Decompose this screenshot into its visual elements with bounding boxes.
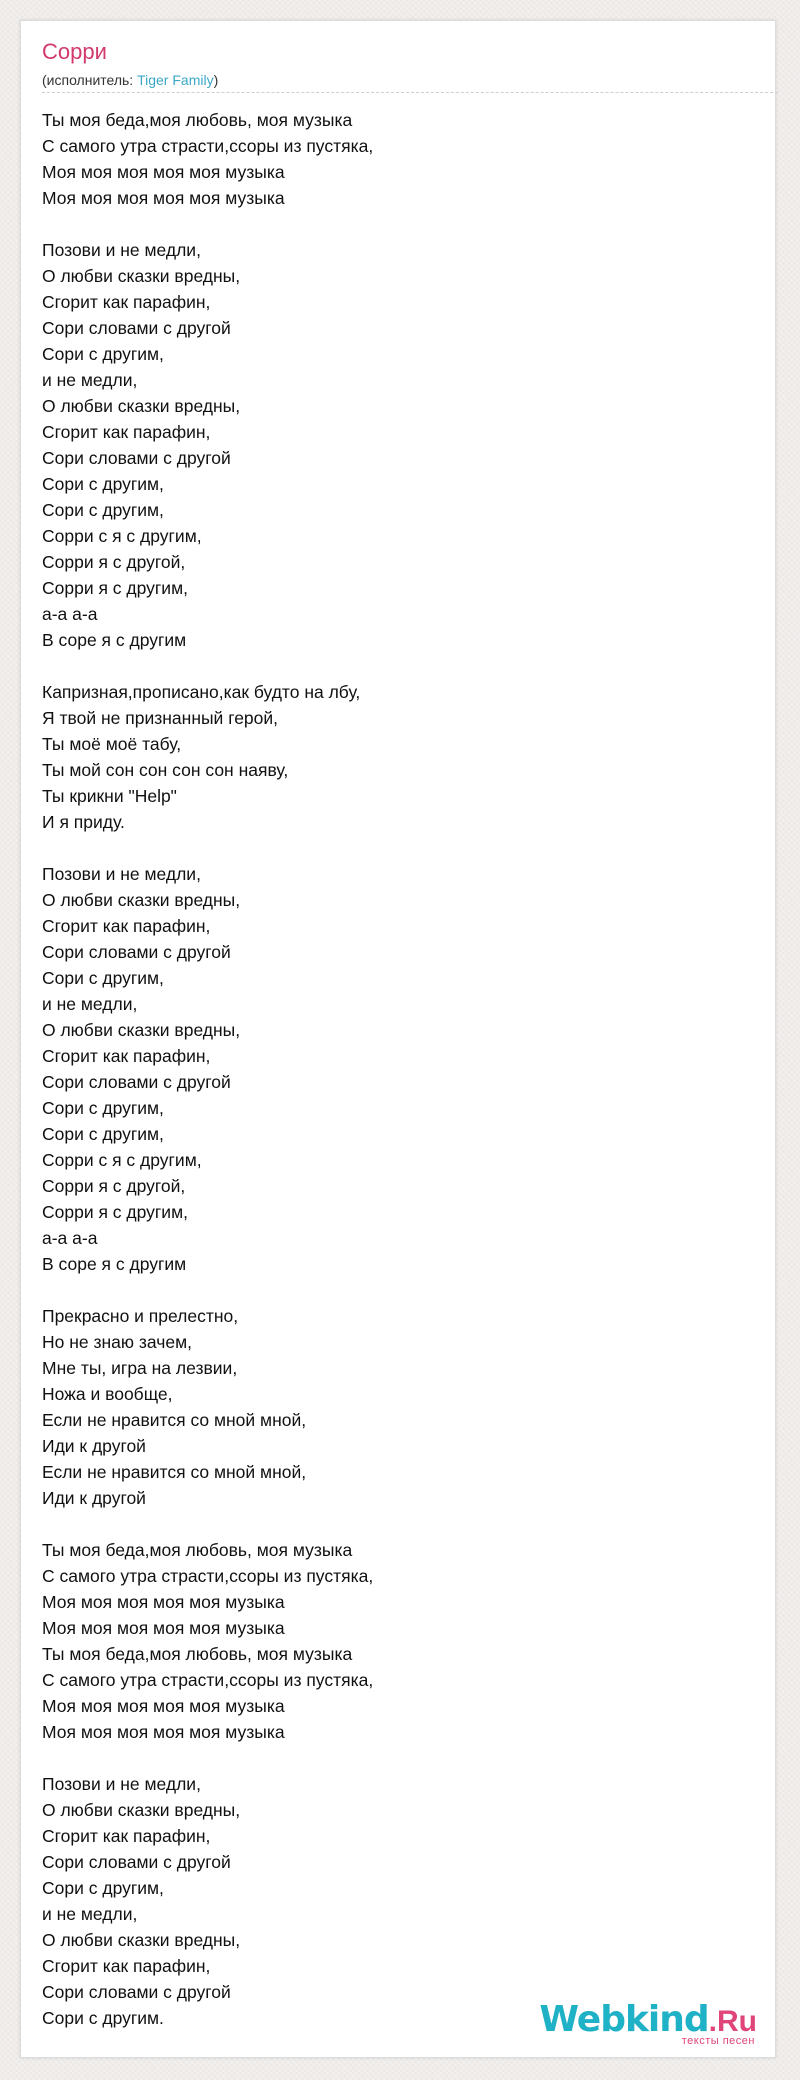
logo-tld: .Ru [708, 2005, 757, 2038]
divider [42, 92, 778, 93]
song-title: Сорри [42, 39, 107, 64]
artist-suffix: ) [213, 72, 219, 88]
artist-link[interactable]: Tiger Family [137, 72, 214, 88]
logo-tagline: тексты песен [681, 2035, 755, 2047]
site-logo[interactable] [539, 1999, 757, 2047]
logo-name: Webkind [539, 1999, 709, 2040]
artist-prefix: (исполнитель: [42, 72, 138, 88]
lyrics-card [20, 20, 776, 2058]
lyrics-text: Ты моя беда,моя любовь, моя музыка С самого утра страсти,ссоры из пустяка, Моя моя моя моя моя музыка Моя моя моя моя моя музыка Позови и не медли, О любви сказки вредны, Сгорит как парафин, Сори словами с другой Сори с другим, и не медли, О любви сказки вредны, Сгорит как парафин, Сори словами с другой Сори с другим, Сори с другим, Сорри с я с другим, Сорри я с другой, Сорри я с другим, а-а а-а В соре я с другим Капризная,прописано,как будто на лбу, Я твой не признанный герой, Ты моё моё табу, Ты мой сон сон сон сон наяву, Ты крикни "Help" И я приду. Позови и не медли, О любви сказки вредны, Сгорит как парафин, Сори словами с другой Сори с другим, и не медли, О любви сказки вредны, Сгорит как парафин, Сори словами с другой Сори с другим, Сори с другим, Сорри с я с другим, Сорри я с другой, Сорри я с другим, а-а а-а В соре я с другим Прекрасно и прелестно, Но не знаю зачем, Мне ты, игра на лезвии, Ножа и вообще, Если не нравится со мной мной, Иди к другой Если не нравится со мной мной, Иди к другой Ты моя беда,моя любовь, моя музыка С самого утра страсти,ссоры из пустяка, Моя моя моя моя моя музыка Моя моя моя моя моя музыка Ты моя беда,моя любовь, моя музыка С самого утра страсти,ссоры из пустяка, Моя моя моя моя моя музыка Моя моя моя моя моя музыка Позови и не медли, О любви сказки вредны, Сгорит как парафин, Сори словами с другой Сори с другим, и не медли, О любви сказки вредны, Сгорит как парафин, Сори словами с другой Сори с другим. [42, 110, 374, 2028]
artist-line [42, 73, 218, 87]
